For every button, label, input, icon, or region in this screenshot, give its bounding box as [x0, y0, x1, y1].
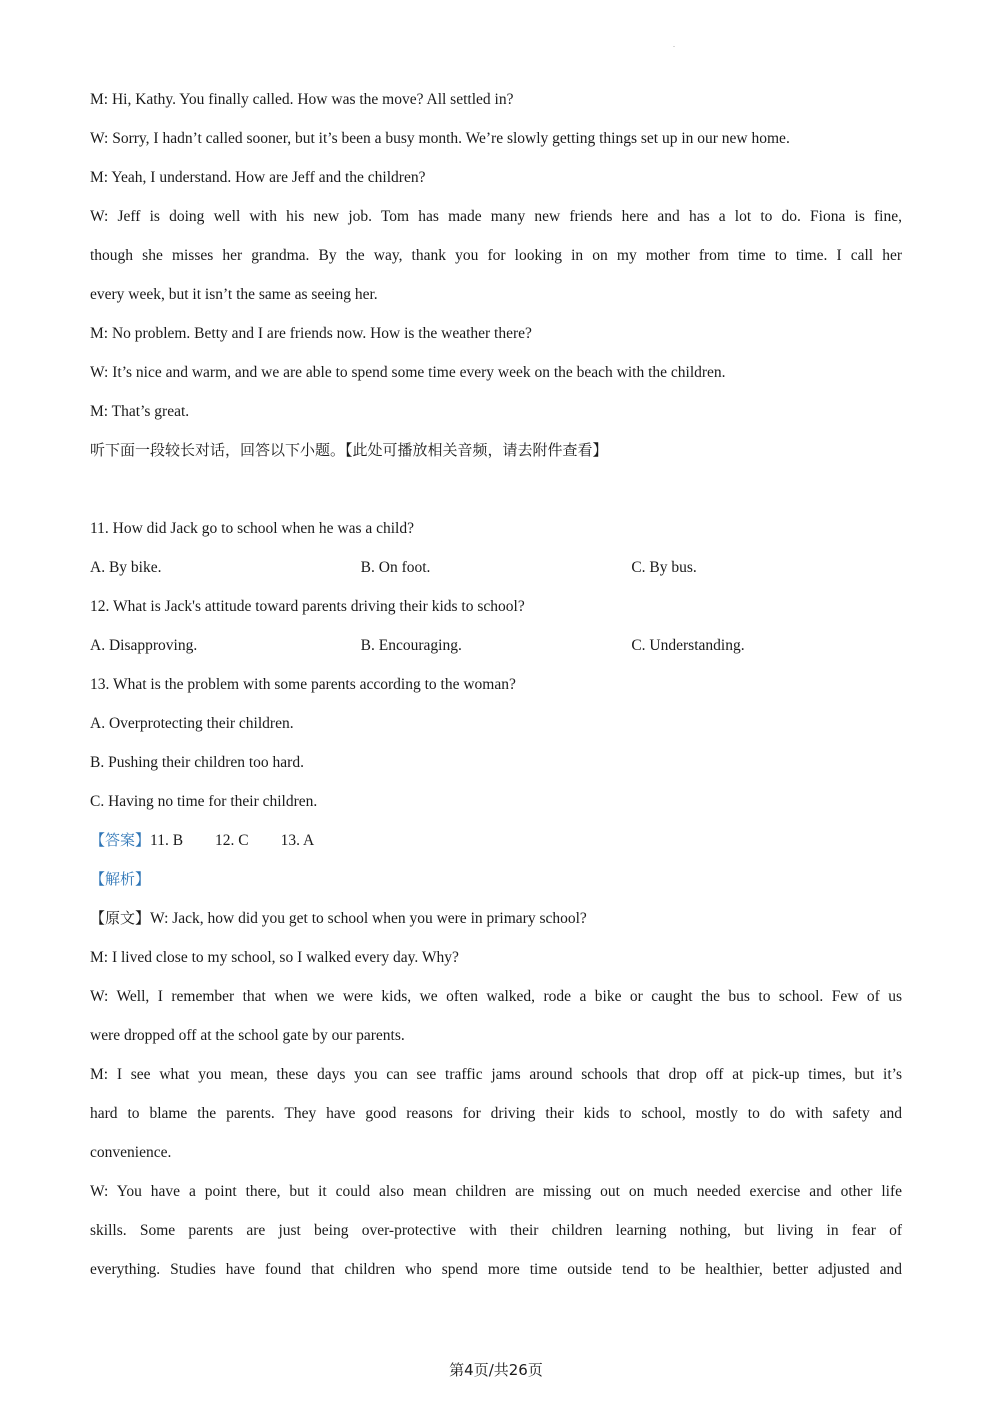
- original-line: M: I lived close to my school, so I walked every day. Why?: [90, 949, 459, 966]
- original-line: hard to blame the parents. They have good reasons for driving their kids to school, mostly to do with safety and: [90, 1105, 902, 1122]
- original-text: W: Jack, how did you get to school when you were in primary school?: [150, 910, 587, 927]
- dialogue-line: though she misses her grandma. By the way, thank you for looking in on my mother from time to time. I call her: [90, 247, 902, 264]
- question-12-options: [90, 626, 902, 665]
- dialogue-line: W: Jeff is doing well with his new job. Tom has made many new friends here and has a lot to do. Fiona is fine,: [90, 208, 902, 225]
- question-11-options: [90, 548, 902, 587]
- dialogue-line: M: Hi, Kathy. You finally called. How was the move? All settled in?: [90, 91, 514, 108]
- option-c: C. Having no time for their children.: [90, 793, 318, 810]
- option-b: B. On foot.: [360, 559, 431, 576]
- option-a: A. Disapproving.: [90, 637, 198, 654]
- page-number: 第4页/共26页: [449, 1361, 543, 1379]
- dialogue-line: M: That’s great.: [90, 403, 190, 420]
- option-c: C. By bus.: [631, 559, 697, 576]
- dialogue-line: every week, but it isn’t the same as seeing her.: [90, 286, 378, 303]
- option-a: A. By bike.: [90, 559, 162, 576]
- original-line: W: You have a point there, but it could also mean children are missing out on much needed exercise and other life: [90, 1183, 902, 1200]
- option-a: A. Overprotecting their children.: [90, 715, 294, 732]
- answer-item: 11. B: [150, 832, 184, 849]
- answer-item: 13. A: [280, 832, 315, 849]
- answer-line: [90, 821, 902, 860]
- option-c: C. Understanding.: [631, 637, 745, 654]
- dialogue-line: W: Sorry, I hadn’t called sooner, but it’s been a busy month. We’re slowly getting things set up in our new home.: [90, 130, 790, 147]
- spacer: [90, 470, 902, 509]
- original-first-line: [90, 899, 902, 938]
- header-mark: .: [673, 40, 675, 49]
- option-b: B. Encouraging.: [360, 637, 462, 654]
- answer-item: 12. C: [215, 832, 249, 849]
- original-line: M: I see what you mean, these days you can see traffic jams around schools that drop off at pick-up times, but it’s: [90, 1066, 902, 1083]
- answer-label: 【答案】: [90, 831, 151, 849]
- listening-instruction: 听下面一段较长对话，回答以下小题。【此处可播放相关音频，请去附件查看】: [90, 441, 608, 459]
- original-line: W: Well, I remember that when we were kids, we often walked, rode a bike or caught the bus to school. Few of us: [90, 988, 902, 1005]
- question-12: 12. What is Jack's attitude toward parents driving their kids to school?: [90, 598, 525, 615]
- original-line: skills. Some parents are just being over-protective with their children learning nothing, but living in fear of: [90, 1222, 902, 1239]
- original-line: convenience.: [90, 1144, 172, 1161]
- dialogue-line: M: No problem. Betty and I are friends now. How is the weather there?: [90, 325, 532, 342]
- original-label: 【原文】: [90, 909, 151, 927]
- option-b: B. Pushing their children too hard.: [90, 754, 304, 771]
- original-line: were dropped off at the school gate by our parents.: [90, 1027, 405, 1044]
- original-line: everything. Studies have found that children who spend more time outside tend to be healthier, better adjusted and: [90, 1261, 902, 1278]
- dialogue-line: W: It’s nice and warm, and we are able to spend some time every week on the beach with the children.: [90, 364, 726, 381]
- question-11: 11. How did Jack go to school when he was a child?: [90, 520, 414, 537]
- analysis-label: 【解析】: [90, 870, 151, 888]
- question-13: 13. What is the problem with some parents according to the woman?: [90, 676, 516, 693]
- dialogue-line: M: Yeah, I understand. How are Jeff and the children?: [90, 169, 426, 186]
- page-content: [90, 80, 902, 1289]
